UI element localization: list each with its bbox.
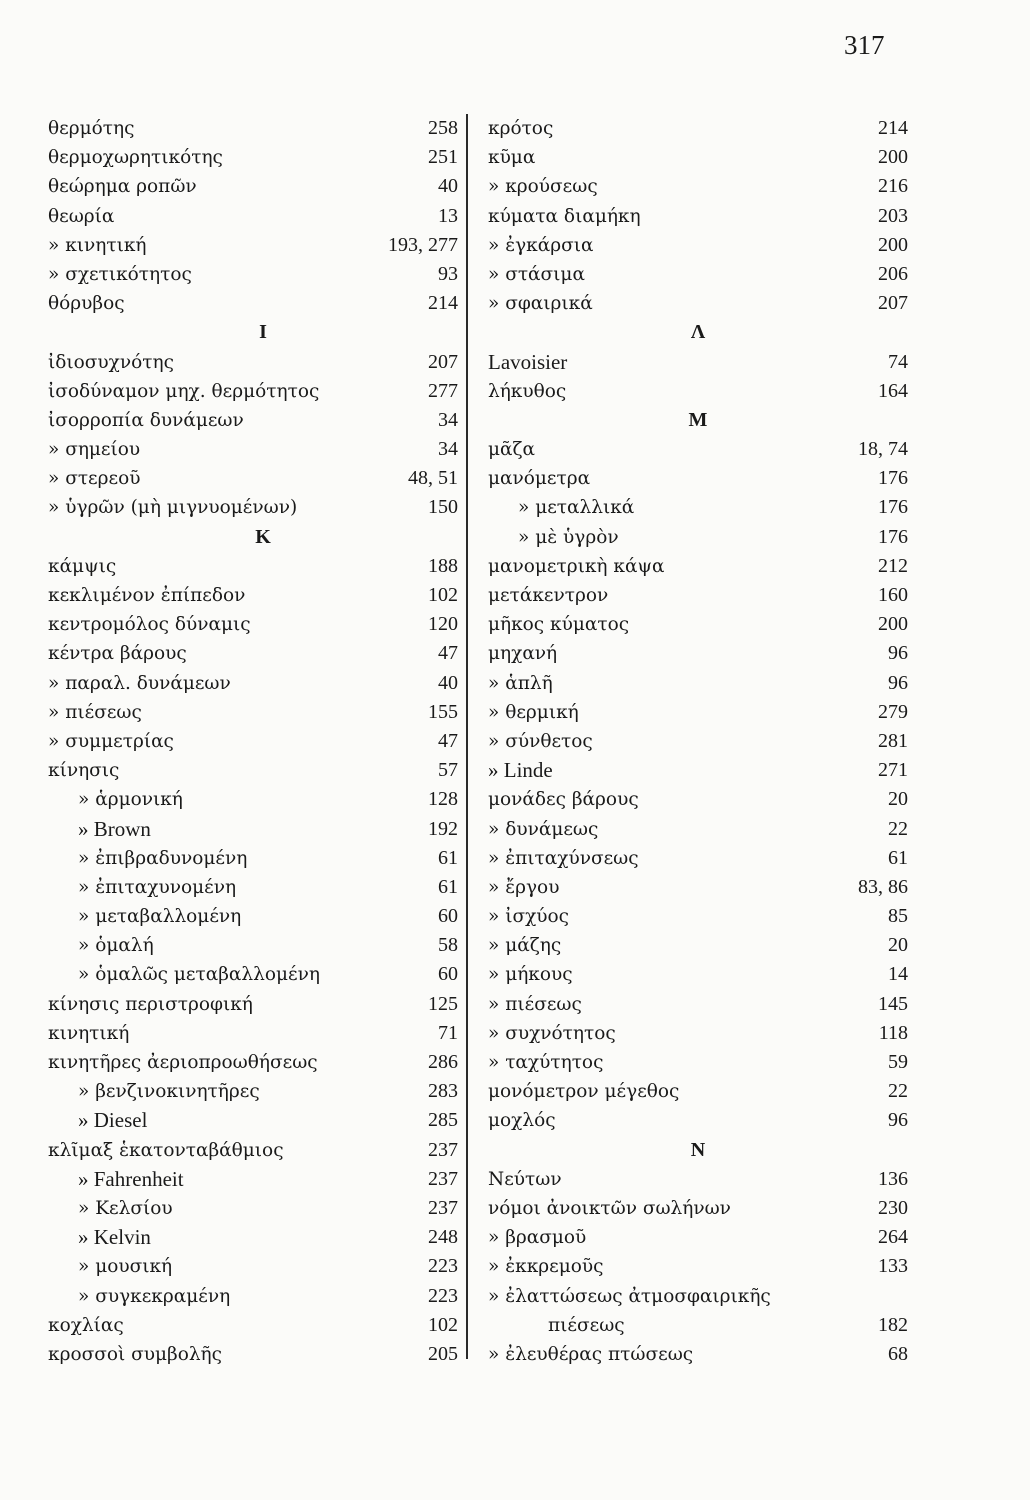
index-term: μᾶζα: [488, 439, 536, 461]
index-pages: 212: [878, 554, 908, 577]
index-pages: 283: [428, 1080, 458, 1103]
index-entry: [488, 114, 908, 143]
index-entry: [48, 406, 458, 435]
index-entry: [48, 493, 458, 522]
index-term: » ὁμαλῶς μεταβαλλομένη: [78, 964, 320, 986]
index-entry: [488, 1048, 908, 1077]
index-pages: 47: [438, 642, 458, 665]
index-term: » ἐλαττώσεως ἀτμοσφαιρικῆς: [488, 1285, 771, 1307]
index-entry: [488, 1252, 908, 1281]
index-term: κινητική: [48, 1022, 130, 1044]
index-pages: 13: [438, 204, 458, 227]
index-pages: 125: [428, 992, 458, 1015]
index-entry: [48, 1223, 458, 1252]
index-pages: 188: [428, 554, 458, 577]
index-entry: [488, 289, 908, 318]
index-term: » Κελσίου: [78, 1197, 173, 1219]
index-entry: [488, 610, 908, 639]
index-entry: [488, 1340, 908, 1369]
index-pages: 60: [438, 963, 458, 986]
index-entry: [488, 1019, 908, 1048]
column-divider: [466, 114, 468, 1359]
index-entry: [48, 435, 458, 464]
index-entry: [488, 1106, 908, 1135]
index-term: μονόμετρον μέγεθος: [488, 1081, 680, 1103]
index-term: » Brown: [78, 816, 151, 841]
index-entry: [48, 1252, 458, 1281]
index-pages: 20: [888, 934, 908, 957]
index-entry: [48, 1019, 458, 1048]
index-pages: 136: [878, 1167, 908, 1190]
index-term: θερμότης: [48, 118, 135, 139]
index-pages: 61: [438, 846, 458, 869]
index-pages: 264: [878, 1226, 908, 1249]
index-term: ἰσορροπία δυνάμεων: [48, 409, 244, 431]
index-term: θερμοχωρητικότης: [48, 147, 223, 169]
index-entry: [48, 231, 458, 260]
index-pages: 71: [438, 1021, 458, 1044]
index-entry: [488, 1077, 908, 1106]
index-entry: [48, 581, 458, 610]
index-pages: 57: [438, 759, 458, 782]
index-entry: [48, 610, 458, 639]
index-pages: 207: [878, 292, 908, 315]
index-entry: [48, 669, 458, 698]
index-term: » σχετικότητος: [48, 263, 192, 285]
index-pages: 96: [888, 671, 908, 694]
index-term: μονάδες βάρους: [488, 789, 639, 811]
index-entry: [48, 727, 458, 756]
index-term: » ἔργου: [488, 876, 560, 898]
index-term: μετάκεντρον: [488, 585, 609, 606]
index-entry: [48, 931, 458, 960]
index-entry: [488, 552, 908, 581]
index-pages: 285: [428, 1109, 458, 1132]
index-entry: [488, 639, 908, 668]
index-pages: 200: [878, 146, 908, 169]
index-term: μηχανή: [488, 643, 558, 665]
index-pages: 150: [428, 496, 458, 519]
index-term: μανομετρικὴ κάψα: [488, 555, 665, 577]
index-pages: 60: [438, 905, 458, 928]
index-term: » ἐγκάρσια: [488, 234, 594, 256]
index-entry: [488, 785, 908, 814]
index-pages: 68: [888, 1342, 908, 1365]
index-term: θόρυβος: [48, 293, 125, 315]
index-pages: 96: [888, 642, 908, 665]
index-entry: [48, 873, 458, 902]
index-pages: 20: [888, 788, 908, 811]
index-entry: [488, 1223, 908, 1252]
index-entry: [488, 669, 908, 698]
index-term: » συγκεκραμένη: [78, 1285, 231, 1307]
index-pages: 237: [428, 1196, 458, 1219]
index-pages: 214: [428, 292, 458, 315]
index-term: » σύνθετος: [488, 730, 593, 752]
index-entry: [48, 1106, 458, 1135]
index-term: » Kelvin: [78, 1225, 151, 1250]
index-pages: 230: [878, 1196, 908, 1219]
index-entry: [488, 873, 908, 902]
index-pages: 200: [878, 613, 908, 636]
index-pages: 223: [428, 1284, 458, 1307]
index-pages: 83, 86: [858, 875, 908, 898]
index-entry: [488, 202, 908, 231]
index-term: λήκυθος: [488, 380, 567, 402]
index-pages: 40: [438, 175, 458, 198]
index-entry: [488, 464, 908, 493]
index-term: » πιέσεως: [48, 701, 142, 723]
index-entry: [48, 348, 458, 377]
index-term: » σφαιρικά: [488, 293, 593, 315]
index-column-right: [488, 114, 908, 1369]
index-entry: [488, 1165, 908, 1194]
index-pages: 251: [428, 146, 458, 169]
index-entry: [488, 1194, 908, 1223]
index-entry: [48, 698, 458, 727]
index-entry: [488, 1311, 908, 1340]
index-entry: [488, 815, 908, 844]
index-term: » μεταβαλλομένη: [78, 906, 242, 928]
index-entry: [48, 756, 458, 785]
index-entry: [48, 143, 458, 172]
index-entry: [488, 435, 908, 464]
index-entry: [488, 231, 908, 260]
index-pages: 58: [438, 934, 458, 957]
index-term: » στάσιμα: [488, 263, 585, 285]
index-entry: [48, 1340, 458, 1369]
index-term: κοχλίας: [48, 1314, 124, 1336]
index-term: Νεύτων: [488, 1168, 562, 1190]
index-pages: 214: [878, 117, 908, 139]
index-term: ἰσοδύναμον μηχ. θερμότητος: [48, 380, 320, 402]
index-pages: 145: [878, 992, 908, 1015]
index-pages: 281: [878, 729, 908, 752]
index-term: Lavoisier: [488, 349, 568, 374]
index-term: » συμμετρίας: [48, 730, 174, 752]
index-entry: [48, 990, 458, 1019]
index-entry: [488, 523, 908, 552]
index-term: κροσσοὶ συμβολῆς: [48, 1343, 223, 1365]
section-letter: Λ: [690, 321, 706, 344]
index-pages: 61: [888, 846, 908, 869]
index-term: κεντρομόλος δύναμις: [48, 614, 251, 636]
index-entry: [48, 1077, 458, 1106]
index-term: » Fahrenheit: [78, 1166, 184, 1191]
index-term: » Diesel: [78, 1108, 148, 1133]
index-pages: 248: [428, 1226, 458, 1249]
index-entry: [48, 114, 458, 143]
index-pages: 14: [888, 963, 908, 986]
index-term: μῆκος κύματος: [488, 614, 630, 636]
index-entry: [48, 815, 458, 844]
index-term: » μὲ ὑγρὸν: [518, 526, 619, 548]
index-pages: 207: [428, 350, 458, 373]
index-term: » Linde: [488, 758, 553, 783]
index-entry: [488, 931, 908, 960]
index-entry: [48, 377, 458, 406]
section-letter: Ν: [690, 1138, 706, 1161]
index-term: κέντρα βάρους: [48, 643, 187, 665]
index-term: » ἐλευθέρας πτώσεως: [488, 1343, 694, 1365]
index-term: » θερμική: [488, 701, 579, 723]
index-pages: 155: [428, 700, 458, 723]
index-pages: 182: [878, 1313, 908, 1336]
index-pages: 164: [878, 379, 908, 402]
index-entry: [488, 1282, 908, 1311]
index-entry: [488, 960, 908, 989]
index-pages: 22: [888, 817, 908, 840]
index-entry: [48, 202, 458, 231]
index-pages: 237: [428, 1167, 458, 1190]
index-term: » ἰσχύος: [488, 906, 570, 928]
index-term: κλῖμαξ ἑκατονταβάθμιος: [48, 1139, 284, 1161]
index-pages: 34: [438, 438, 458, 461]
index-pages: 59: [888, 1051, 908, 1073]
index-entry: [488, 348, 908, 377]
index-term: » ἐπιταχύνσεως: [488, 847, 639, 869]
index-pages: 200: [878, 233, 908, 256]
index-term: νόμοι ἀνοικτῶν σωλήνων: [488, 1197, 731, 1219]
index-term: » δυνάμεως: [488, 818, 599, 840]
index-term: θεωρία: [48, 205, 115, 227]
index-entry: [488, 143, 908, 172]
index-pages: 176: [878, 525, 908, 548]
index-pages: 102: [428, 1313, 458, 1336]
index-pages: 74: [888, 350, 908, 373]
index-entry: [488, 493, 908, 522]
index-term: κίνησις: [48, 760, 120, 782]
index-term: ἰδιοσυχνότης: [48, 351, 174, 373]
index-entry: [48, 260, 458, 289]
index-entry: [48, 1194, 458, 1223]
index-pages: 258: [428, 117, 458, 139]
index-pages: 205: [428, 1342, 458, 1365]
index-pages: 271: [878, 759, 908, 782]
index-entry: [48, 960, 458, 989]
index-pages: 34: [438, 408, 458, 431]
section-letter: Μ: [688, 408, 708, 431]
index-pages: 96: [888, 1109, 908, 1132]
index-pages: 237: [428, 1138, 458, 1161]
index-entry: [48, 785, 458, 814]
index-entry: [488, 727, 908, 756]
index-term: μανόμετρα: [488, 468, 591, 490]
index-term: θεώρημα ροπῶν: [48, 176, 197, 198]
index-pages: 128: [428, 788, 458, 811]
index-pages: 193, 277: [388, 233, 458, 256]
index-entry: [48, 902, 458, 931]
page-number: 317: [844, 30, 885, 60]
index-pages: 277: [428, 379, 458, 402]
index-pages: 47: [438, 729, 458, 752]
index-pages: 102: [428, 584, 458, 606]
index-entry: [48, 172, 458, 201]
index-term: » ἁπλῆ: [488, 672, 553, 694]
index-pages: 93: [438, 262, 458, 285]
index-pages: 176: [878, 467, 908, 490]
index-pages: 176: [878, 496, 908, 519]
index-term: κύματα διαμήκη: [488, 205, 641, 227]
index-pages: 22: [888, 1080, 908, 1103]
index-term: » ἐπιβραδυνομένη: [78, 847, 248, 869]
index-pages: 206: [878, 262, 908, 285]
index-term: κινητῆρες ἀεριοπροωθήσεως: [48, 1052, 318, 1073]
index-pages: 18, 74: [858, 438, 908, 461]
index-term: κεκλιμένον ἐπίπεδον: [48, 585, 246, 606]
index-term: » στερεοῦ: [48, 468, 141, 490]
section-letter: Ι: [259, 321, 267, 344]
index-term: » συχνότητος: [488, 1022, 616, 1044]
index-entry: [48, 1282, 458, 1311]
index-term: μοχλός: [488, 1110, 556, 1132]
index-term: » μεταλλικά: [518, 497, 635, 519]
index-term: » ἁρμονική: [78, 789, 183, 811]
index-term: » βρασμοῦ: [488, 1227, 587, 1249]
index-entry: [488, 698, 908, 727]
index-term: » ἐπιταχυνομένη: [78, 876, 237, 898]
index-pages: 160: [878, 584, 908, 606]
index-entry: [488, 172, 908, 201]
index-entry: [48, 289, 458, 318]
index-entry: [48, 639, 458, 668]
index-entry: [48, 1136, 458, 1165]
index-entry: [488, 756, 908, 785]
index-term: κάμψις: [48, 555, 117, 577]
index-pages: 223: [428, 1255, 458, 1278]
index-pages: 279: [878, 700, 908, 723]
index-pages: 120: [428, 613, 458, 636]
index-term: » κρούσεως: [488, 176, 598, 198]
index-term: κῦμα: [488, 147, 536, 169]
index-pages: 216: [878, 175, 908, 198]
index-pages: 48, 51: [408, 467, 458, 490]
index-pages: 133: [878, 1255, 908, 1278]
index-entry: [48, 844, 458, 873]
index-entry: [488, 581, 908, 610]
index-term: κίνησις περιστροφική: [48, 993, 253, 1015]
index-entry: [488, 902, 908, 931]
index-term: » πιέσεως: [488, 993, 582, 1015]
index-term: » μήκους: [488, 964, 573, 986]
index-term: » σημείου: [48, 439, 141, 461]
index-pages: 286: [428, 1051, 458, 1073]
index-entry: [488, 377, 908, 406]
index-term: πιέσεως: [548, 1314, 625, 1336]
index-pages: 61: [438, 875, 458, 898]
index-entry: [488, 260, 908, 289]
index-pages: 118: [878, 1021, 908, 1044]
index-entry: [488, 990, 908, 1019]
index-term: » παραλ. δυνάμεων: [48, 672, 231, 694]
section-letter: Κ: [255, 525, 271, 548]
index-pages: 203: [878, 204, 908, 227]
index-pages: 85: [888, 905, 908, 928]
index-term: » ταχύτητος: [488, 1052, 604, 1073]
index-entry: [48, 464, 458, 493]
index-term: » μάζης: [488, 935, 562, 957]
index-entry: [48, 1048, 458, 1077]
index-term: » ὑγρῶν (μὴ μιγνυομένων): [48, 497, 298, 519]
index-column-left: [48, 114, 458, 1369]
index-pages: 192: [428, 817, 458, 840]
index-entry: [48, 552, 458, 581]
index-entry: [488, 844, 908, 873]
index-term: κρότος: [488, 118, 554, 139]
index-term: » βενζινοκινητῆρες: [78, 1081, 260, 1103]
index-term: » ἐκκρεμοῦς: [488, 1256, 604, 1278]
index-term: » ὁμαλή: [78, 935, 154, 957]
index-entry: [48, 1165, 458, 1194]
index-entry: [48, 1311, 458, 1340]
index-term: » μουσική: [78, 1256, 173, 1278]
index-term: » κινητική: [48, 234, 147, 256]
index-pages: 40: [438, 671, 458, 694]
